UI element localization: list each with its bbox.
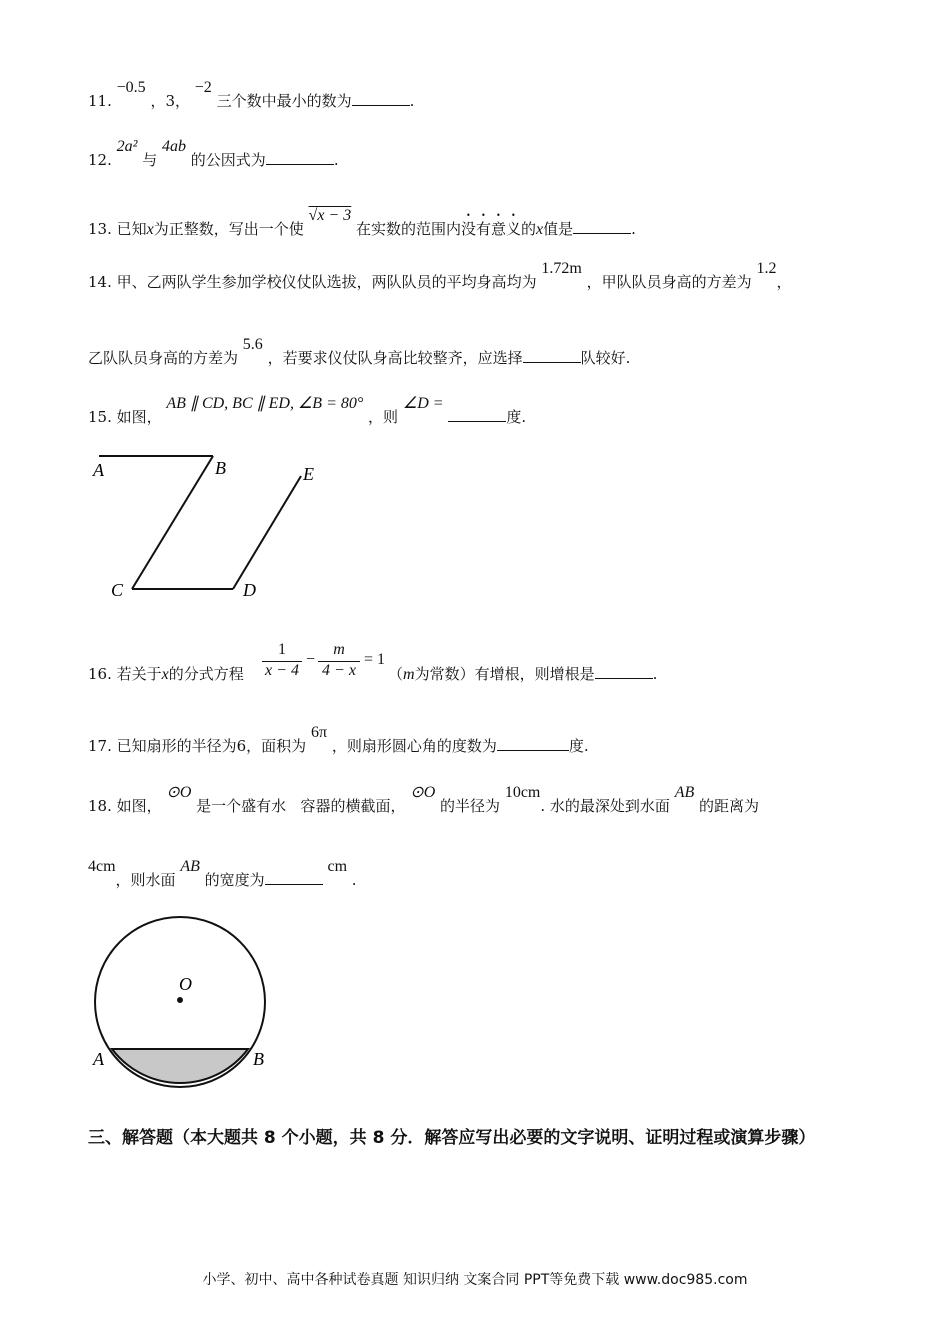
fraction-2-denominator: 4 − x [322,662,356,679]
sqrt-expression: √x − 3 [308,207,352,224]
connector-text: 与 [142,151,158,169]
question-number: 12. [88,151,112,169]
question-text: 三个数中最小的数为 [216,92,352,110]
end-punct: . [652,665,658,683]
question-text: ，则水面 [115,871,176,889]
fraction-1-numerator: 1 [262,641,302,662]
question-prefix: 16. 若关于 [88,665,162,683]
water-segment [112,1049,248,1083]
center-point [177,997,183,1003]
fraction-1-denominator: x − 4 [265,662,299,679]
question-text: 的半径为 [440,797,501,815]
answer-blank[interactable] [595,664,653,679]
question-text: 队较好. [580,349,631,367]
question-prefix: 15. 如图， [88,408,162,426]
sector-area: 6π [310,724,328,741]
label-e: E [303,464,314,484]
question-text: 的 [521,220,537,238]
question-16-tail [388,663,657,684]
value-neg-half: −0.5 [116,79,146,96]
answer-blank[interactable] [523,348,581,363]
question-17 [88,724,589,756]
segment-bc [132,456,213,589]
variable-x: x [536,221,544,238]
answer-blank[interactable] [266,150,334,165]
question-text: ，则扇形圆心角的度数为 [331,737,497,755]
variable-x: x [146,221,154,238]
question-text: 为常数）有增根，则增根是 [414,665,595,683]
question-13 [88,207,636,239]
question-text: ，若要求仪仗队身高比较整齐，应选择 [267,349,523,367]
question-text: 容器的横截面， [300,797,406,815]
end-punct: . [351,871,357,889]
question-text: 值是 [543,220,574,238]
question-text: 的公因式为 [190,151,266,169]
label-c: C [111,580,124,600]
question-12 [88,138,339,170]
label-a: A [93,1049,104,1069]
label-b: B [215,458,226,478]
page-footer: 小学、初中、高中各种试卷真题 知识归纳 文案合同 PPT等免费下载 www.doc985.com [202,1272,748,1288]
condition-expression: AB ∥ CD, BC ∥ ED, ∠B = 80° [166,395,364,412]
question-16-line [88,663,244,684]
answer-blank[interactable] [352,91,410,106]
answer-blank[interactable] [573,219,631,234]
fraction-2-numerator: m [318,641,360,662]
answer-blank[interactable] [497,736,569,751]
segment-de [233,476,301,589]
question-prefix: 13. 已知 [88,220,147,238]
question-text: ，甲队队员身高的方差为 [586,273,752,291]
emphasized-text: 没有意义 [461,220,522,238]
question-text: 的距离为 [699,797,760,815]
label-d: D [243,580,256,600]
question-text: 是一个盛有水 [196,797,287,815]
parallelogram-figure [85,450,335,610]
question-prefix: 18. 如图， [88,797,162,815]
separator-text: ，3， [150,92,190,110]
end-punct: . [333,151,339,169]
circle-o-symbol: ⊙O [166,784,192,801]
question-15 [88,395,527,427]
variance-team-b: 5.6 [242,336,263,353]
value-neg-two: −2 [194,79,212,96]
variance-team-a: 1.2 [756,260,777,277]
question-text: 的宽度为 [204,871,265,889]
question-14-line2 [88,336,631,368]
circle-water-figure [85,910,285,1100]
end-punct: . [631,220,636,238]
question-14-line1 [88,260,792,292]
question-text: 14. 甲、乙两队学生参加学校仪仗队选拔，两队队员的平均身高均为 [88,273,537,291]
expr-2a-squared: 2a² [116,138,138,155]
question-text: 为正整数，写出一个使 [153,220,304,238]
equals-one: = 1 [364,651,386,668]
question-11 [88,79,415,111]
average-height: 1.72m [541,260,582,277]
question-18-line2 [88,858,357,890]
paren-open: （ [388,665,404,683]
question-text: 度. [506,408,527,426]
question-text: 乙队队员身高的方差为 [88,349,239,367]
question-18-line1 [88,784,760,816]
label-a: A [93,460,104,480]
fraction-2 [318,641,360,680]
question-text: 在实数的范围内 [356,220,462,238]
segment-ab-label: AB [674,784,695,801]
answer-blank[interactable] [448,407,506,422]
end-punct: ， [776,273,792,291]
end-punct: . [409,92,415,110]
unit-cm: cm [327,858,348,875]
answer-blank[interactable] [265,870,323,885]
question-text: . 水的最深处到水面 [540,797,670,815]
segment-ab-label: AB [180,858,200,875]
question-text: 度. [568,737,589,755]
minus-sign: − [306,651,316,668]
label-o: O [179,974,192,994]
label-b: B [253,1049,264,1069]
angle-d-expression: ∠D = [402,395,444,412]
depth-value: 4cm [88,858,116,875]
variable-x: x [161,666,169,683]
question-text: 17. 已知扇形的半径为6，面积为 [88,737,307,755]
question-text: ，则 [368,408,399,426]
expr-4ab: 4ab [162,138,187,155]
question-text: 的分式方程 [168,665,244,683]
radius-value: 10cm [504,784,541,801]
fraction-1 [262,641,302,680]
circle-o-symbol: ⊙O [410,784,436,801]
variable-m: m [403,666,415,683]
question-number: 11. [88,92,112,110]
section-heading: 三、解答题（本大题共 8 个小题，共 8 分．解答应写出必要的文字说明、证明过程或演算步骤） [88,1128,816,1148]
